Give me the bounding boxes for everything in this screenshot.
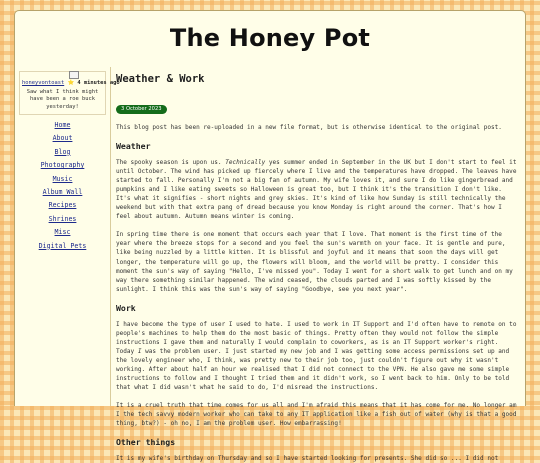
weather-heading: Weather — [116, 141, 151, 152]
status-widget — [19, 71, 120, 115]
site-title[interactable]: The Honey Pot — [169, 24, 371, 52]
nav-shrines[interactable]: Shrines — [48, 214, 77, 223]
status-time: 4 minutes ago — [77, 80, 120, 86]
work-paragraph-1 — [116, 320, 519, 392]
nav-recipes[interactable]: Recipes — [48, 201, 77, 210]
nav-album-wall[interactable]: Album Wall — [42, 187, 83, 196]
other-things-heading: Other things — [116, 437, 176, 448]
weather-p1-text-a: The spooky season is upon us. — [116, 159, 226, 167]
status-avatar-icon[interactable] — [69, 71, 79, 79]
sidebar — [15, 67, 120, 406]
nav-home[interactable]: Home — [54, 120, 71, 129]
status-message: Saw what I think might have been a roe buck yesterday! — [26, 89, 99, 110]
sidebar-nav — [15, 119, 110, 253]
post-date-badge: 3 October 2023 — [116, 105, 167, 114]
work-paragraph-2: It is a cruel truth that time comes for us all and I'm afraid this means that it has come for me. No longer am I the tech savvy modern worker who can take to any IT application like a fish out of water (why is that a good thing, btw?) - oh no, I am the problem user. How embarrassing! — [116, 402, 517, 428]
site-container — [14, 10, 526, 463]
status-line — [22, 80, 120, 86]
page-body — [15, 67, 525, 463]
main-content — [111, 67, 525, 463]
nav-blog[interactable]: Blog — [54, 147, 71, 156]
nav-digital-pets[interactable]: Digital Pets — [38, 241, 87, 250]
work-p1-emphasis: I — [137, 347, 142, 355]
post-title: Weather & Work — [116, 73, 205, 85]
nav-photography[interactable]: Photography — [40, 161, 85, 170]
reupload-notice: This blog post has been re-uploaded in a new file format, but is otherwise identical to the original post. — [116, 124, 502, 131]
site-header — [15, 11, 525, 65]
work-p1-text-b: was the problem user. I just started my new job and I was getting some access permissions set up and the lovely engineer who, I think, was pretty new to their job too, just couldn't figure out why it wasn't working. After about half an hour we realised that I did not connect to the VPN. He also gave me some simple instructions to follow and I thought I tried them and it didn't work, so I went back to him. Only to be told that what I did wasn't what he said to do, I'd misread the instructions. — [116, 347, 510, 392]
nav-misc[interactable]: Misc — [54, 228, 71, 237]
nav-music[interactable]: Music — [52, 174, 73, 183]
status-username[interactable]: honeyvontoast — [22, 80, 65, 86]
other-things-paragraph: It is my wife's birthday on Thursday and so I have started looking for presents. She did so ... I did not — [116, 455, 499, 463]
work-heading: Work — [116, 302, 136, 313]
status-emoji: ⭐ — [67, 80, 75, 86]
work-p1-text-a: I have become the type of user I used to hate. I used to work in IT Support and I'd often have to remote on to people's machines to help them do the most basic of things. Pretty often they would not follow the simple instructions I gave them and naturally I would complain to coworkers, as is an IT Support worker's right. Today — [116, 320, 517, 355]
weather-p1-emphasis: Technically — [225, 159, 266, 167]
weather-paragraph-1 — [116, 158, 519, 221]
weather-paragraph-2: In spring time there is one moment that occurs each year that I love. That moment is the first time of the year where the breeze stops for a second and you feel the sun's warmth on your face. It is gentle and pure, like being nuzzled by a little kitten. It is blissful and joyful and it means that soon the days will get longer, the temperature will go up, the flowers will bloom, and the world will be pretty. I consider this moment the sun's way of saying "Hello, I've missed you". Today I went for a short walk to get lunch and on my way there something similar happened. The wind ceased, the clouds parted and I was softly kissed by the sunlight. I think this was the sun's way of saying "Goodbye, see you next year". — [116, 231, 513, 293]
nav-about[interactable]: About — [52, 134, 73, 143]
weather-p1-text-b: yes summer ended in September in the UK but I don't start to feel it until October. The wind has picked up fiercely where I live and the temperatures have dropped. The leaves have started to fall. Personally I'm not a big fan of autumn. My wife loves it, and sure I do like gingerbread and pumpkins and I like eating sweets so Halloween is great too, but I think it's the transition I don't like. It's what it signifies - short nights and grey skies. It's kind of like how Sunday is still technically the weekend but with that extra pang of dread because you know Monday is right around the corner. That's how I feel about autumn. Autumn means winter is coming. — [116, 159, 517, 221]
